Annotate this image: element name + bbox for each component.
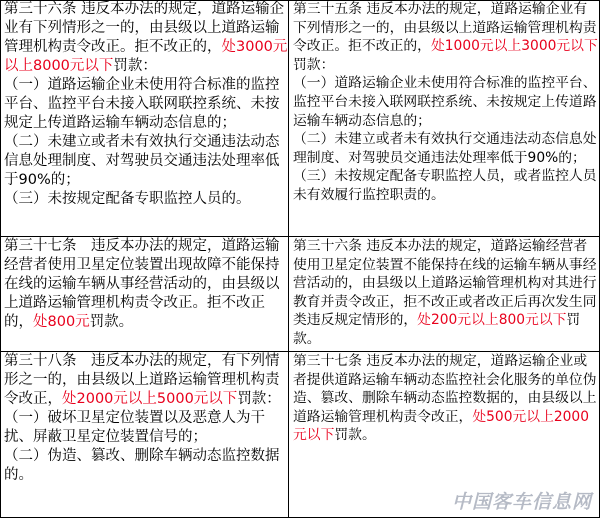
row1-right-cell <box>289 0 600 237</box>
row2-right-cell <box>289 237 600 352</box>
article-paragraph <box>289 0 599 74</box>
article-clause <box>0 76 288 133</box>
article-paragraph <box>0 237 288 332</box>
article-text: 第三十七条 违反本办法的规定，道路运输经营者使用卫星定位装置出现故障不能保持在线的运输车辆从事经营活动的，由县级以上道路运输管理机构责令改正。拒不改正的， <box>4 238 280 330</box>
article-paragraph <box>289 352 599 445</box>
article-text: 罚款。 <box>293 312 581 347</box>
row3-left-cell <box>0 352 289 518</box>
article-text: 罚款。 <box>334 427 376 444</box>
article-text: （二）未建立或者未有效执行交通违法动态信息处理制度、对驾驶员交通违法处理率低于90%的； <box>293 131 597 166</box>
article-text: 第三十六条 违反本办法的规定，道路运输经营者使用卫星定位装置不能保持在线的运输车辆从事经营活动的，由县级以上道路运输管理机构对其进行教育并责令改正，拒不改正或者改正后再次发生同类违反规定情形的， <box>293 238 597 329</box>
row2-left-cell <box>0 237 289 352</box>
article-text: 第三十八条 违反本办法的规定，有下列情形之一的，由县级以上道路运输管理机构责令改正， <box>4 353 280 407</box>
penalty-amount: 处3000元以上8000元以下 <box>4 39 288 74</box>
article-text: 罚款： <box>113 58 157 74</box>
penalty-amount: 处2000元以上5000元以下 <box>62 391 238 407</box>
watermark-logo: 中国客车信息网 <box>451 491 592 513</box>
article-text: 第三十七条 违反本办法的规定，道路运输企业或者提供道路运输车辆动态监控社会化服务的单位伪造、篡改、删除车辆动态监控数据的，由县级以上道路运输管理机构责令改正， <box>293 353 597 425</box>
article-clause <box>0 190 288 209</box>
article-paragraph <box>0 352 288 409</box>
penalty-amount: 处800元 <box>33 314 90 330</box>
article-text: （三）未按规定配备专职监控人员的。 <box>4 191 251 207</box>
article-text: 罚款： <box>293 56 335 73</box>
penalty-amount: 处500元以上2000元以下 <box>293 408 589 444</box>
article-clause <box>289 130 599 167</box>
penalty-amount: 处1000元以上3000元以下 <box>430 38 598 55</box>
article-text: （一）道路运输企业未使用符合标准的监控平台、监控平台未接入联网联控系统、未按规定上传道路运输车辆动态信息的； <box>293 75 597 129</box>
article-text: 第三十五条 违反本办法的规定，道路运输企业有下列情形之一的，由县级以上道路运输管理机构责令改正。拒不改正的， <box>293 1 597 55</box>
article-paragraph <box>289 237 599 349</box>
article-text: 罚款： <box>237 391 281 407</box>
article-text: （一）破坏卫星定位装置以及恶意人为干扰、屏蔽卫星定位装置信号的； <box>4 410 265 445</box>
article-text: （三）未按规定配备专职监控人员，或者监控人员未有效履行监控职责的。 <box>293 168 597 203</box>
article-paragraph <box>0 0 288 76</box>
article-text: （二）伪造、篡改、删除车辆动态监控数据的。 <box>4 448 280 483</box>
article-clause <box>0 409 288 447</box>
article-clause <box>0 133 288 190</box>
article-clause <box>289 167 599 204</box>
row1-left-cell <box>0 0 289 237</box>
article-clause <box>289 74 599 130</box>
article-text: （一）道路运输企业未使用符合标准的监控平台、监控平台未接入联网联控系统、未按规定上传道路运输车辆动态信息的； <box>4 77 280 131</box>
article-text: （二）未建立或者未有效执行交通违法动态信息处理制度、对驾驶员交通违法处理率低于90%的； <box>4 134 280 188</box>
article-text: 罚款。 <box>89 314 134 330</box>
article-clause <box>0 447 288 485</box>
penalty-amount: 处200元以上800元以下 <box>417 312 567 329</box>
article-text: 第三十六条 违反本办法的规定，道路运输企业有下列情形之一的，由县级以上道路运输管理机构责令改正。拒不改正的， <box>4 1 285 55</box>
